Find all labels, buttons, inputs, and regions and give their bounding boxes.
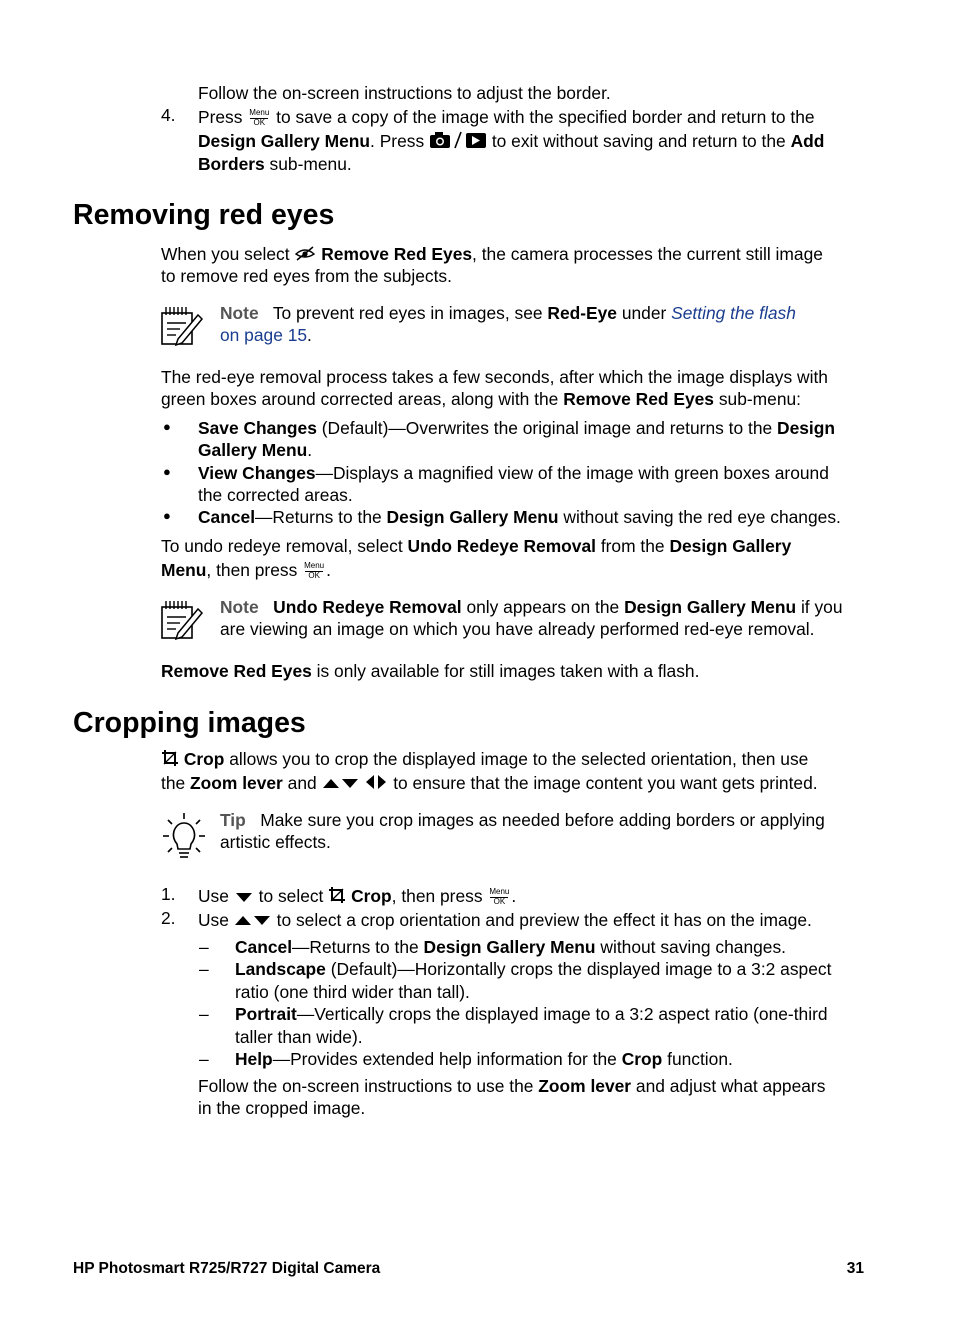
list-item: View Changes—Displays a magnified view of the image with green boxes around xyxy=(198,463,829,483)
instruction-line: Follow the on-screen instructions to adjust the border. xyxy=(198,83,611,103)
list-item: the corrected areas. xyxy=(198,485,353,505)
footer-product-name: HP Photosmart R725/R727 Digital Camera xyxy=(73,1260,381,1277)
tip-line: artistic effects. xyxy=(220,832,331,852)
list-item: Help—Provides extended help information for the Crop function. xyxy=(235,1049,733,1069)
dash: – xyxy=(199,1049,209,1069)
dash: – xyxy=(199,937,209,957)
link-setting-the-flash[interactable]: Setting the flash xyxy=(671,303,796,323)
step-number: 4. xyxy=(161,105,176,125)
step-line: Use to select Crop, then press Menu OK . xyxy=(198,885,516,909)
menu-ok-icon: Menu OK xyxy=(304,561,325,581)
note-icon xyxy=(160,599,204,646)
note-line: Note To prevent red eyes in images, see Red-Eye under Setting the flash xyxy=(220,303,796,323)
list-item: taller than wide). xyxy=(235,1027,363,1047)
paragraph-line: in the cropped image. xyxy=(198,1098,366,1118)
paragraph-line: Menu, then press Menu OK . xyxy=(161,560,331,581)
step4-line1: Press Menu OK to save a copy of the image with the specified border and return to the xyxy=(198,107,815,128)
link-page-15[interactable]: on page 15 xyxy=(220,325,308,345)
crop-icon xyxy=(328,886,346,909)
step-line: Use to select a crop orientation and preview the effect it has on the image. xyxy=(198,909,812,932)
page-number: 31 xyxy=(846,1260,864,1277)
note-line: are viewing an image on which you have already performed red-eye removal. xyxy=(220,619,815,639)
paragraph-line: When you select Remove Red Eyes, the camera processes the current still image xyxy=(161,243,823,266)
paragraph-line: the Zoom lever and to ensure that the image content you want gets printed. xyxy=(161,772,818,795)
camera-playback-icon xyxy=(429,131,487,154)
list-item: ratio (one third wider than tall). xyxy=(235,982,470,1002)
list-item: Save Changes (Default)—Overwrites the original image and returns to the Design xyxy=(198,418,835,438)
paragraph-line: To undo redeye removal, select Undo Redeye Removal from the Design Gallery xyxy=(161,536,792,556)
menu-ok-icon: Menu OK xyxy=(249,108,270,128)
paragraph-line: Follow the on-screen instructions to use the Zoom lever and adjust what appears xyxy=(198,1076,826,1096)
bullet: ● xyxy=(163,464,171,479)
paragraph-line: to remove red eyes from the subjects. xyxy=(161,266,452,286)
list-item: Cancel—Returns to the Design Gallery Menu without saving changes. xyxy=(235,937,787,957)
menu-ok-icon: Menu OK xyxy=(489,887,510,907)
paragraph-line: green boxes around corrected areas, along with the Remove Red Eyes sub-menu: xyxy=(161,389,801,409)
dash: – xyxy=(199,1004,209,1024)
paragraph-line: Remove Red Eyes is only available for still images taken with a flash. xyxy=(161,661,700,681)
note-icon xyxy=(160,305,204,352)
note-line: Note Undo Redeye Removal only appears on the Design Gallery Menu if you xyxy=(220,597,843,617)
list-item: Landscape (Default)—Horizontally crops the displayed image to a 3:2 aspect xyxy=(235,959,832,979)
step-number: 1. xyxy=(161,884,176,904)
dash: – xyxy=(199,959,209,979)
arrow-up-down-icon xyxy=(322,773,360,795)
section-heading-removing-red-eyes: Removing red eyes xyxy=(73,199,335,231)
bullet: ● xyxy=(163,508,171,523)
step4-line2: Design Gallery Menu. Press to exit without saving and return to the Add xyxy=(198,130,824,154)
list-item: Cancel—Returns to the Design Gallery Menu without saving the red eye changes. xyxy=(198,507,841,527)
note-line: on page 15. xyxy=(220,325,312,345)
section-heading-cropping-images: Cropping images xyxy=(73,707,306,739)
list-item: Gallery Menu. xyxy=(198,440,313,460)
step4-line3: Borders sub-menu. xyxy=(198,154,352,174)
arrow-down-icon xyxy=(234,886,254,908)
paragraph-line: The red-eye removal process takes a few seconds, after which the image displays with xyxy=(161,367,828,387)
red-eye-icon xyxy=(294,244,316,266)
step-number: 2. xyxy=(161,908,176,928)
arrow-left-right-icon xyxy=(364,773,388,795)
list-item: Portrait—Vertically crops the displayed image to a 3:2 aspect ratio (one-third xyxy=(235,1004,828,1024)
crop-icon xyxy=(161,749,179,772)
tip-line: Tip Make sure you crop images as needed before adding borders or applying xyxy=(220,810,825,830)
paragraph-line: Crop allows you to crop the displayed image to the selected orientation, then use xyxy=(161,748,808,772)
tip-lightbulb-icon xyxy=(160,812,208,867)
arrow-up-down-icon xyxy=(234,910,272,932)
bullet: ● xyxy=(163,419,171,434)
